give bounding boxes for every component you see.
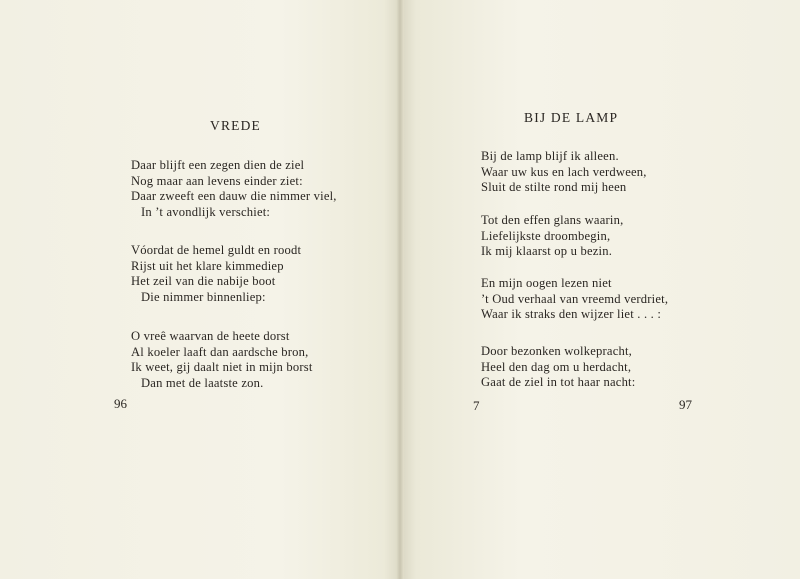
- poem-line: Vóordat de hemel guldt en roodt: [131, 243, 302, 257]
- stanza: [481, 213, 623, 260]
- poem-line: Bij de lamp blijf ik alleen.: [481, 149, 619, 163]
- stanza: [131, 329, 313, 391]
- stanza: [481, 149, 647, 196]
- poem-line: Die nimmer binnenliep:: [141, 289, 266, 304]
- stanza: [481, 344, 635, 391]
- poem-line: Waar uw kus en lach verdween,: [481, 164, 647, 179]
- poem-line: Rijst uit het klare kimmediep: [131, 258, 284, 273]
- poem-line: Nog maar aan levens einder ziet:: [131, 173, 303, 188]
- poem-line: En mijn oogen lezen niet: [481, 276, 612, 290]
- poem-line: Door bezonken wolkepracht,: [481, 344, 633, 358]
- poem-title: VREDE: [210, 118, 261, 133]
- poem-line: Waar ik straks den wijzer liet . . . :: [481, 307, 662, 321]
- poem-line: Dan met de laatste zon.: [141, 375, 264, 390]
- poem-line: Daar blijft een zegen dien de ziel: [131, 158, 305, 172]
- poem-line: In ’t avondlijk verschiet:: [141, 204, 271, 219]
- poem-line: Ik mij klaarst op u bezin.: [481, 244, 613, 258]
- poem-line: Al koeler laaft dan aardsche bron,: [131, 344, 309, 359]
- poem-line: Tot den effen glans waarin,: [481, 213, 624, 227]
- poem-title: BIJ DE LAMP: [524, 110, 619, 125]
- stanza: [131, 158, 337, 220]
- stanza: [131, 243, 301, 305]
- poem-line: ’t Oud verhaal van vreemd verdriet,: [481, 291, 669, 306]
- signature-mark: 7: [473, 398, 480, 413]
- page-number: 96: [114, 396, 127, 411]
- poem-line: Liefelijkste droombegin,: [481, 228, 611, 243]
- poem-line: Ik weet, gij daalt niet in mijn borst: [131, 360, 313, 374]
- poem-line: Sluit de stilte rond mij heen: [481, 180, 627, 194]
- poem-line: O vreê waarvan de heete dorst: [131, 329, 290, 343]
- right-page: [400, 0, 800, 579]
- poem-line: Gaat de ziel in tot haar nacht:: [481, 375, 636, 389]
- stanza: [481, 276, 668, 323]
- poem-line: Daar zweeft een dauw die nimmer viel,: [131, 189, 337, 203]
- poem-line: Het zeil van die nabije boot: [131, 274, 276, 288]
- page-number: 97: [679, 397, 692, 412]
- poem-line: Heel den dag om u herdacht,: [481, 359, 632, 374]
- book-gutter: [396, 0, 404, 579]
